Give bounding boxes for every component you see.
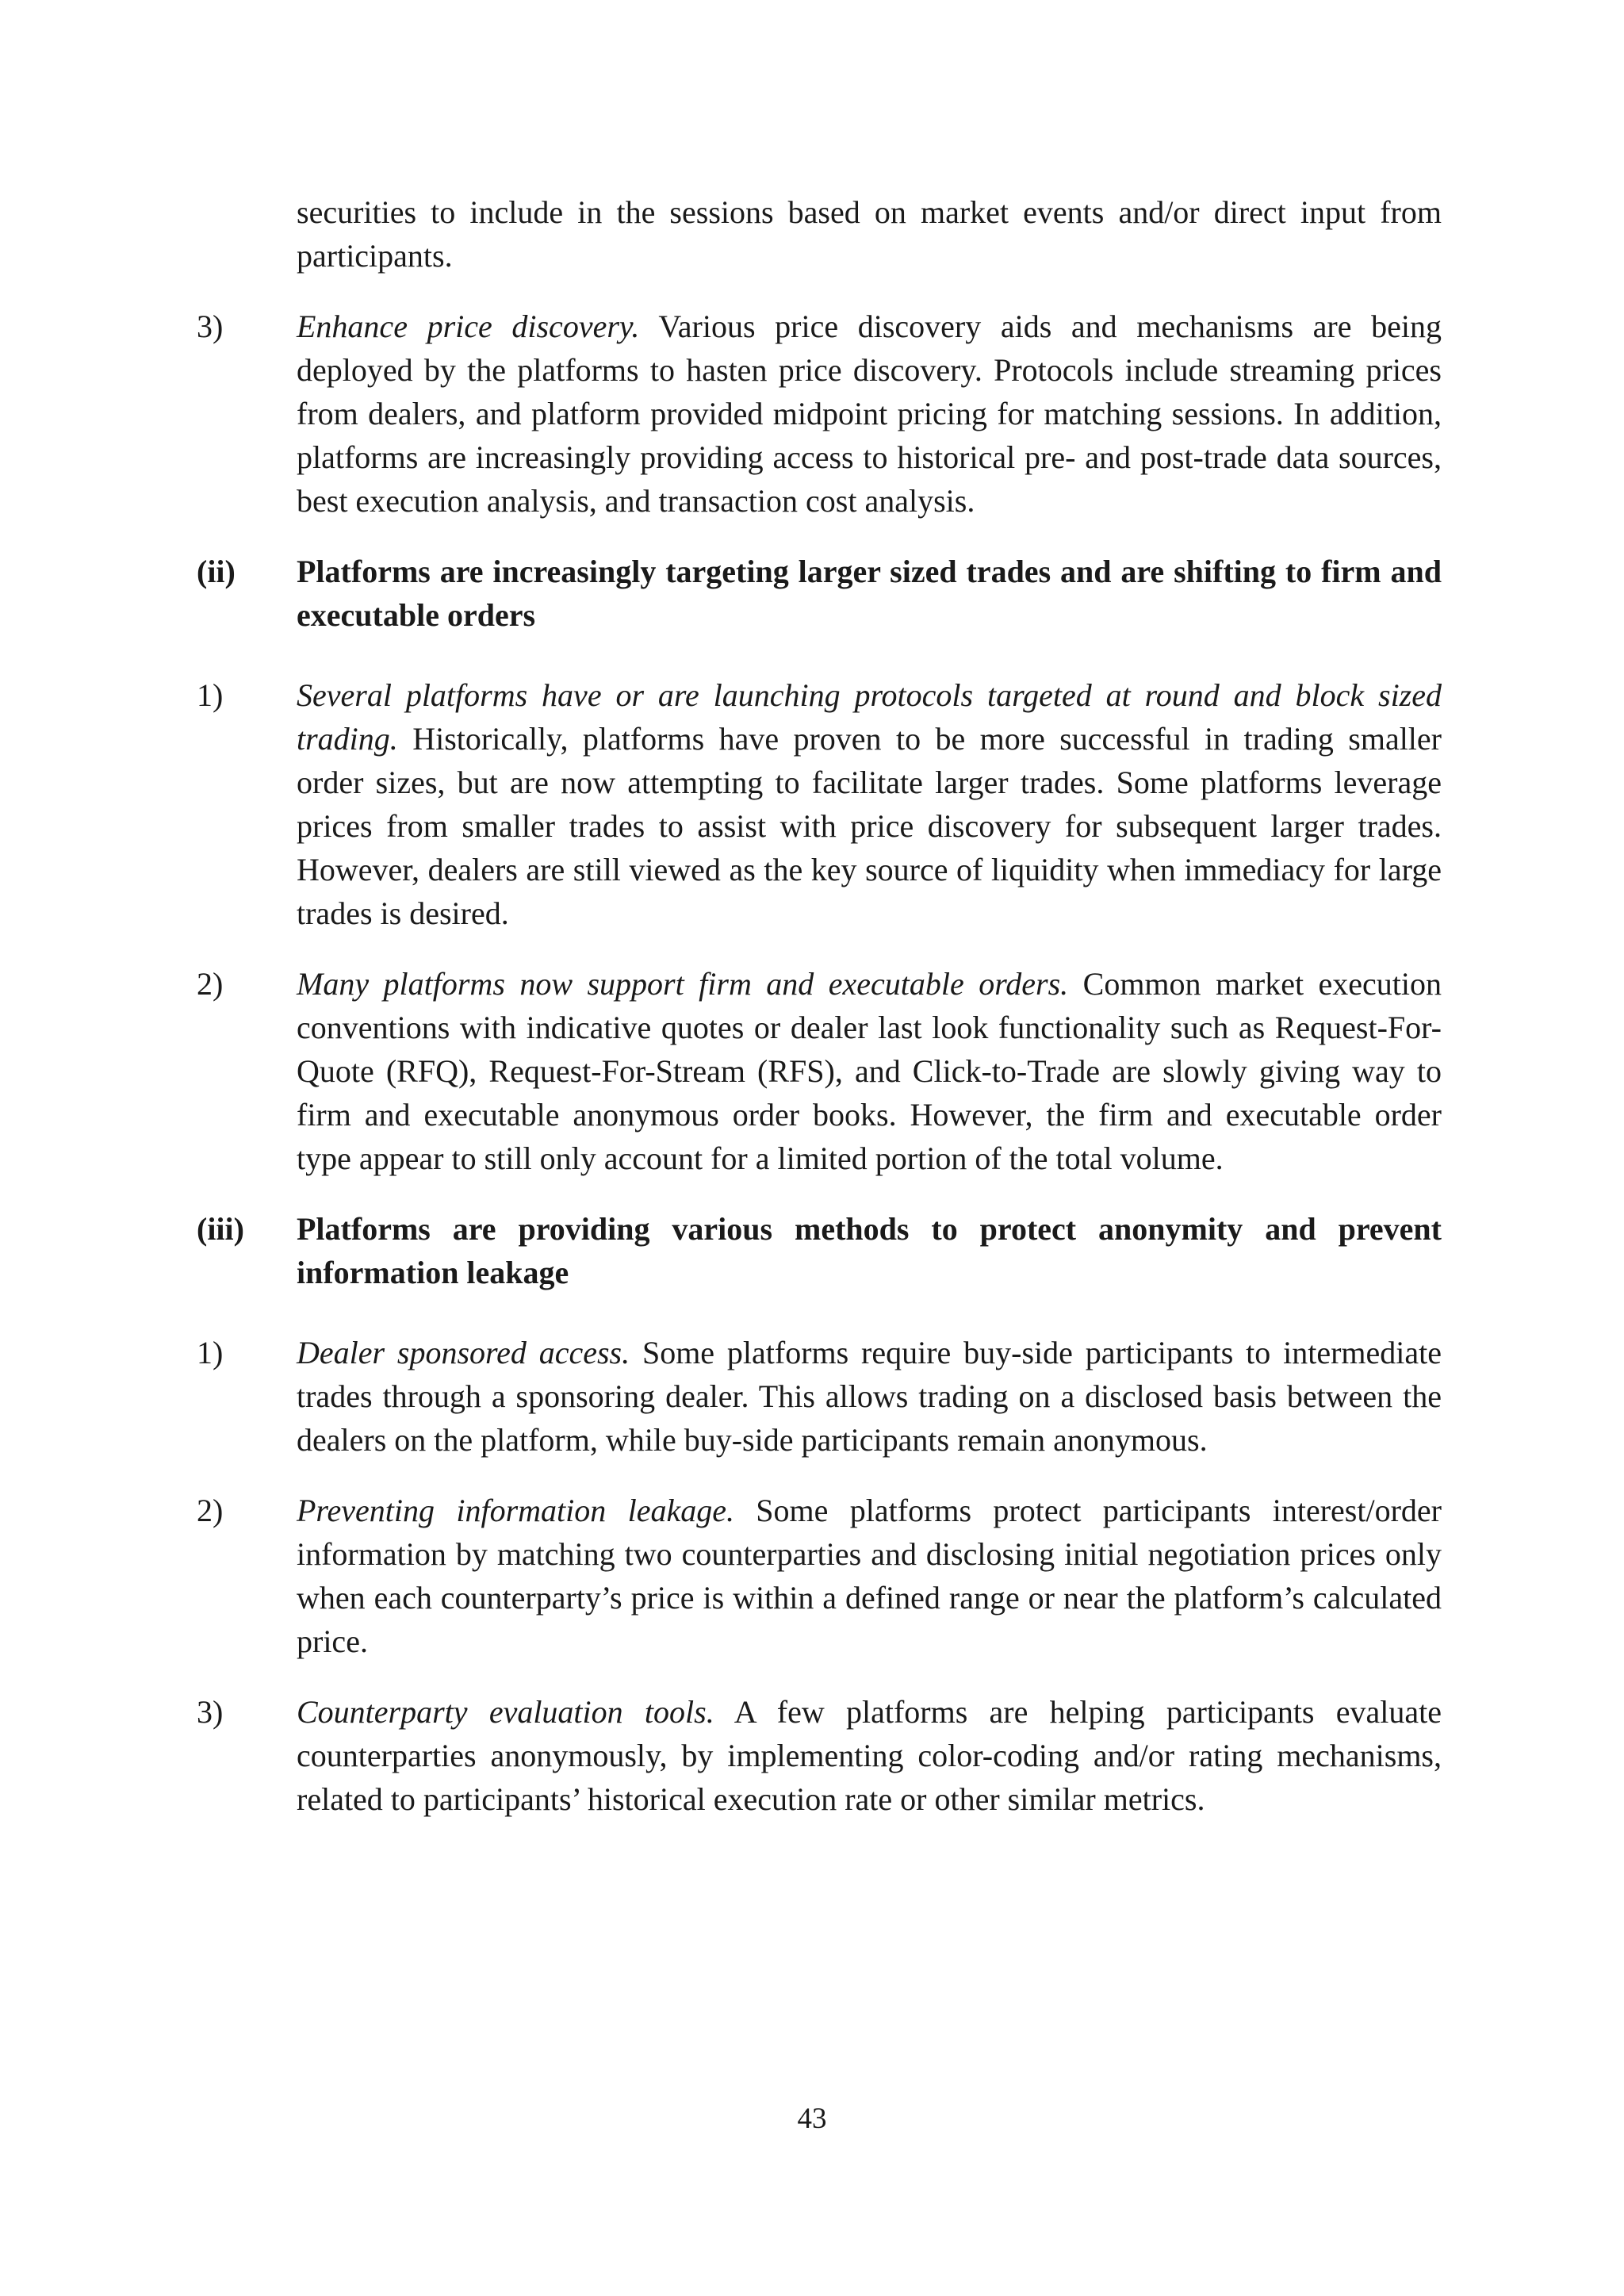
continuation-text: securities to include in the sessions based on market events and/or direct input from participants. xyxy=(297,194,1442,274)
item-number: 3) xyxy=(197,309,224,344)
item-lead: Enhance price discovery. xyxy=(297,309,640,344)
item-body xyxy=(297,1331,1442,1462)
item-lead: Many platforms now support firm and executable orders. xyxy=(297,966,1069,1002)
section-heading xyxy=(197,1207,1442,1294)
list-item xyxy=(197,1690,1442,1821)
section-heading xyxy=(197,550,1442,637)
item-text: A few platforms are helping participants evaluate counterparties anonymously, by implementing color-coding and/or rating mechanisms, related to participants’ historical execution rate or other similar metrics. xyxy=(297,1694,1442,1817)
item-number: 2) xyxy=(197,1493,224,1528)
item-lead: Counterparty evaluation tools. xyxy=(297,1694,714,1730)
continuation-paragraph xyxy=(197,190,1442,278)
item-lead: Preventing information leakage. xyxy=(297,1493,734,1528)
item-number: 3) xyxy=(197,1694,224,1730)
item-text: Some platforms protect participants interest/order information by matching two counterparties and disclosing initial negotiation prices only when each counterparty’s price is within a defined range or near the platform’s calculated price. xyxy=(297,1493,1442,1659)
list-item xyxy=(197,962,1442,1180)
list-item xyxy=(197,673,1442,935)
item-text: Some platforms require buy-side participants to intermediate trades through a sponsoring dealer. This allows trading on a disclosed basis between the dealers on the platform, while buy-side participants remain anonymous. xyxy=(297,1335,1442,1458)
item-body xyxy=(297,1690,1442,1821)
section-number: (ii) xyxy=(197,554,236,589)
item-body xyxy=(297,305,1442,523)
section-number: (iii) xyxy=(197,1211,244,1247)
item-number: 1) xyxy=(197,1335,224,1370)
item-lead: Dealer sponsored access. xyxy=(297,1335,630,1370)
list-item xyxy=(197,1331,1442,1462)
item-text: Historically, platforms have proven to be more successful in trading smaller order sizes, but are now attempting to facilitate larger trades. Some platforms leverage prices from smaller trades to assist with price discovery for subsequent larger trades. However, dealers are still viewed as the key source of liquidity when immediacy for large trades is desired. xyxy=(297,721,1442,931)
section-title: Platforms are increasingly targeting larger sized trades and are shifting to firm and executable orders xyxy=(297,554,1442,633)
item-body xyxy=(297,1489,1442,1663)
item-number: 2) xyxy=(197,966,224,1002)
item-text: Various price discovery aids and mechanisms are being deployed by the platforms to hasten price discovery. Protocols include streaming prices from dealers, and platform provided midpoint pricing for matching sessions. In addition, platforms are increasingly providing access to historical pre- and post-trade data sources, best execution analysis, and transaction cost analysis. xyxy=(297,309,1442,519)
page-number: 43 xyxy=(797,2102,827,2135)
item-number: 1) xyxy=(197,677,224,713)
page-content xyxy=(197,190,1442,1821)
list-item xyxy=(197,1489,1442,1663)
item-body xyxy=(297,962,1442,1180)
item-lead: Several platforms have or are launching protocols targeted at round and block sized trading. xyxy=(297,677,1442,757)
item-text: Common market execution conventions with indicative quotes or dealer last look functionality such as Request-For-Quote (RFQ), Request-For-Stream (RFS), and Click-to-Trade are slowly giving way to firm and executable anonymous order books. However, the firm and executable order type appear to still only account for a limited portion of the total volume. xyxy=(297,966,1442,1176)
item-body xyxy=(297,673,1442,935)
list-item xyxy=(197,305,1442,523)
section-title: Platforms are providing various methods to protect anonymity and prevent information leakage xyxy=(297,1211,1442,1290)
